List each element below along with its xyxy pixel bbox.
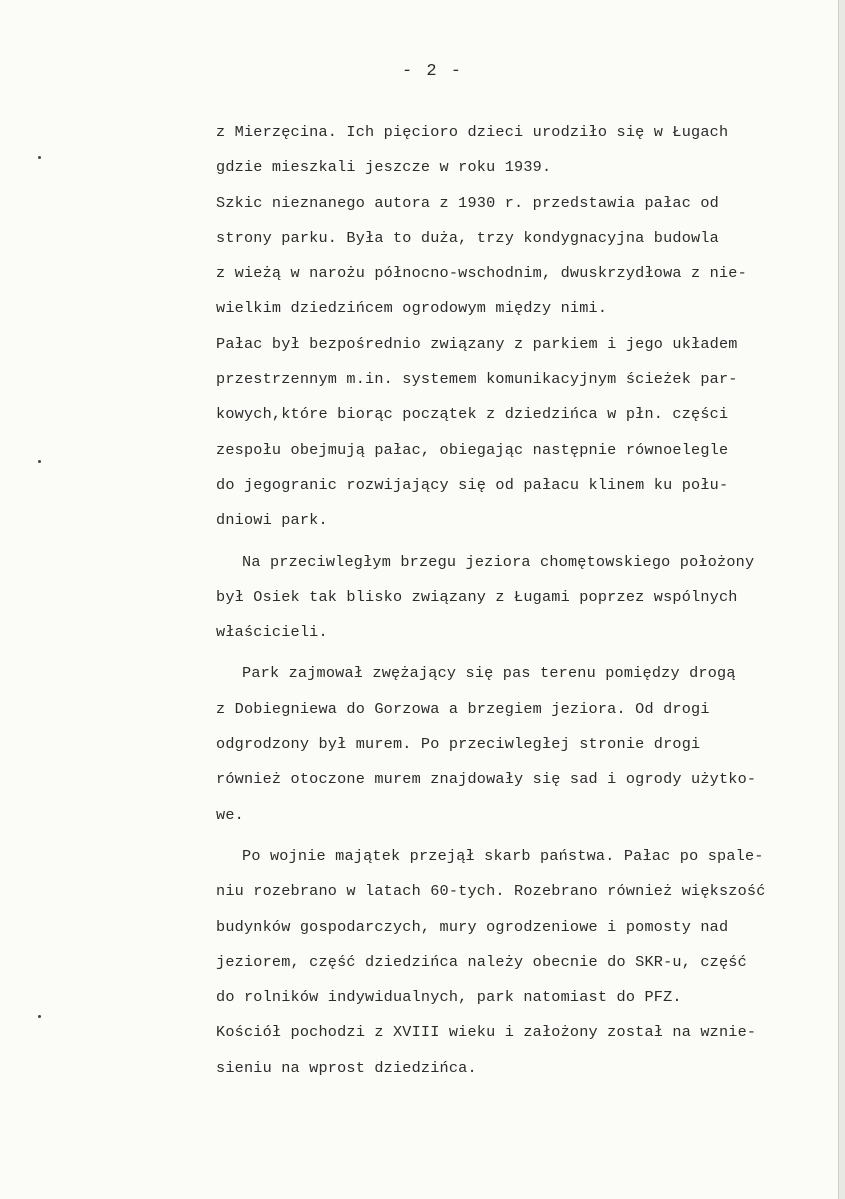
text-line: również otoczone murem znajdowały się sad i ogrody użytko- (216, 770, 757, 789)
text-line: do jegogranic rozwijający się od pałacu klinem ku połu- (216, 475, 729, 494)
page-edge (838, 0, 845, 1199)
text-line: właścicieli. (216, 623, 328, 642)
text-line: Pałac był bezpośrednio związany z parkiem i jego układem (216, 334, 738, 353)
text-line: odgrodzony był murem. Po przeciwległej stronie drogi (216, 735, 701, 754)
text-line: do rolników indywidualnych, park natomiast do PFZ. (216, 988, 682, 1007)
text-line: kowych,które biorąc początek z dziedzińca w płn. części (216, 405, 729, 424)
margin-mark (38, 460, 41, 463)
text-line: dniowi park. (216, 511, 328, 530)
text-line: niu rozebrano w latach 60-tych. Rozebrano również większość (216, 882, 766, 901)
text-line: wielkim dziedzińcem ogrodowym między nimi. (216, 299, 608, 318)
text-line: z Dobiegniewa do Gorzowa a brzegiem jeziora. Od drogi (216, 699, 710, 718)
text-line: zespołu obejmują pałac, obiegając następnie równoelegle (216, 440, 729, 459)
text-line: Po wojnie majątek przejął skarb państwa. Pałac po spale- (242, 846, 764, 865)
text-line: gdzie mieszkali jeszcze w roku 1939. (216, 158, 552, 177)
text-line: strony parku. Była to duża, trzy kondygnacyjna budowla (216, 228, 719, 247)
text-line: z wieżą w narożu północno-wschodnim, dwuskrzydłowa z nie- (216, 264, 747, 283)
text-line: Park zajmował zwężający się pas terenu pomiędzy drogą (242, 664, 736, 683)
text-line: Na przeciwległym brzegu jeziora chomętowskiego położony (242, 552, 755, 571)
text-line: we. (216, 805, 244, 824)
margin-mark (38, 1015, 41, 1018)
text-line: przestrzennym m.in. systemem komunikacyjnym ścieżek par- (216, 370, 738, 389)
text-line: Kościół pochodzi z XVIII wieku i założony został na wznie- (216, 1023, 757, 1042)
body-text (216, 115, 816, 1086)
text-line: sieniu na wprost dziedzińca. (216, 1058, 477, 1077)
page-number: - 2 - (402, 62, 464, 81)
text-line: był Osiek tak blisko związany z Ługami poprzez wspólnych (216, 587, 738, 606)
text-line: Szkic nieznanego autora z 1930 r. przedstawia pałac od (216, 193, 719, 212)
text-line: z Mierzęcina. Ich pięcioro dzieci urodziło się w Ługach (216, 123, 729, 141)
text-line: budynków gospodarczych, mury ogrodzeniowe i pomosty nad (216, 917, 729, 936)
text-line: jeziorem, część dziedzińca należy obecnie do SKR-u, część (216, 952, 747, 971)
margin-mark (38, 156, 41, 159)
